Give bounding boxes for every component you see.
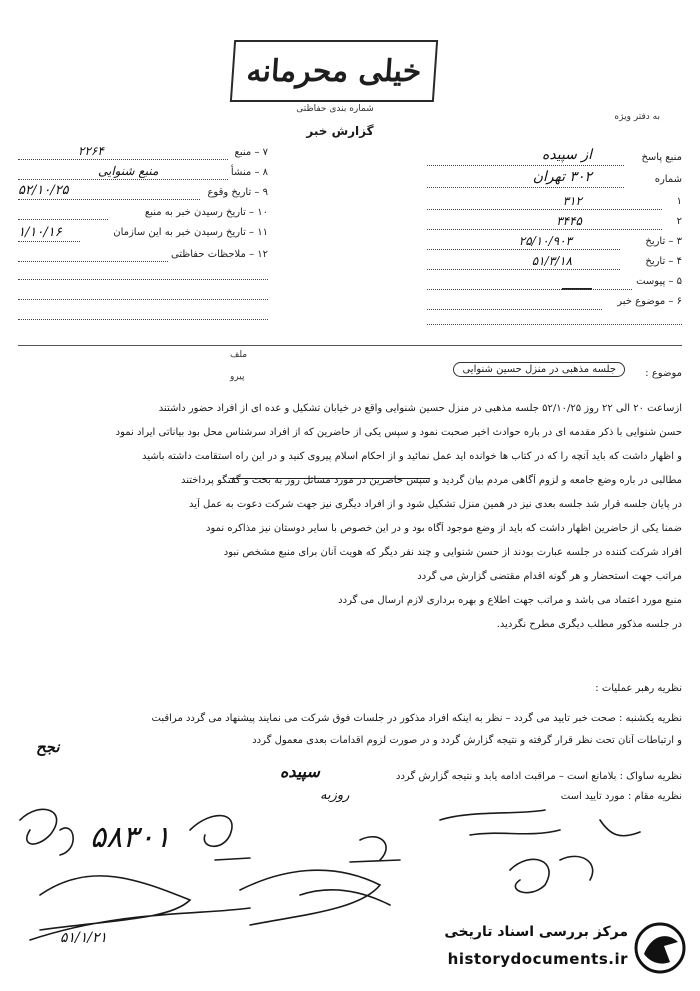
- left-field-row-blank: [18, 305, 268, 325]
- archive-watermark: [408, 918, 688, 980]
- body-line: ازساعت ۲۰ الی ۲۲ روز ۵۲/۱۰/۲۵ جلسه مذهبی در منزل حسین شنوایی واقع در خیابان تشکیل و عده ای از افراد حضور داشتند: [158, 403, 682, 414]
- handwritten-sepideh: سپیده: [280, 762, 320, 781]
- body-line: ضمنا یکی از حاضرین اظهار داشت که باید از وضع موجود آگاه بود و در این خصوص با سایر دوستان نیز مذاکره نمود: [205, 523, 682, 534]
- body-line: در جلسه مذکور مطلب دیگری مطرح نگردید.: [496, 619, 682, 630]
- right-field-row: ۲ ۳۴۴۵: [427, 214, 682, 234]
- right-field-row: ۵ – پیوست: [427, 274, 682, 294]
- corner-note: به دفتر ویژه: [614, 112, 660, 122]
- body-line: در پایان جلسه قرار شد جلسه بعدی نیز در همین منزل تشکیل شود و از افراد دیگری نیز جهت شرکت دعوت به عمل آید: [189, 499, 682, 510]
- left-field-row: ۱۲ – ملاحظات حفاظتی: [18, 245, 268, 265]
- archive-logo-icon: [634, 922, 686, 974]
- right-field-row: ۶ – موضوع خبر: [427, 294, 682, 314]
- watermark-title: مرکز بررسی اسناد تاریخی: [444, 924, 628, 940]
- subject-label: موضوع :: [645, 368, 682, 379]
- signature-bottom-right: [510, 856, 593, 892]
- subject-value: جلسه مذهبی در منزل حسین شنوایی: [453, 362, 625, 377]
- paraph-center: [350, 837, 400, 862]
- handwritten-rozbeh: روزبه: [320, 788, 350, 803]
- note-line: نظریه ساواک : بلامانع است – مراقبت ادامه یابد و نتیجه گزارش گردد: [396, 771, 682, 782]
- signature-bottom-center: [240, 870, 390, 925]
- note-line: نظریه رهبر عملیات :: [595, 683, 682, 694]
- signature-center-top: [440, 810, 640, 836]
- right-fields: [427, 147, 682, 330]
- aside-line-1: ملف: [230, 350, 248, 360]
- handwritten-underline: [230, 478, 430, 479]
- right-field-row: شماره ۳۰۲ تهران: [427, 172, 682, 194]
- body-line: منبع مورد اعتماد می باشد و مراتب جهت اطلاع و بهره برداری لازم ارسال می گردد: [338, 595, 682, 606]
- handwritten-nj: نجح: [36, 738, 60, 756]
- body-line: افراد شرکت کننده در جلسه عبارت بودند از حسن شنوایی و چند نفر دیگر که هویت آنان برای منبع مشخص نبود: [223, 547, 682, 558]
- left-field-row: ۸ – منشأ منبع شنوایی: [18, 161, 268, 183]
- report-title: گزارش خبر: [306, 124, 374, 138]
- file-number: ۵۸۳۰۱: [90, 820, 171, 855]
- signature-left: [20, 809, 73, 855]
- body-line: حسن شنوایی با ذکر مقدمه ای در باره حوادث اخیر صحبت نمود و سپس یکی از حاضرین که از افراد سرشناس محل بود بیاناتی ایراد نمود: [115, 427, 682, 438]
- left-field-row: ۹ – تاریخ وقوع ۵۲/۱۰/۲۵: [18, 183, 268, 198]
- right-field-row-blank: [427, 314, 682, 330]
- body-line: مراتب جهت استحضار و هر گونه اقدام مقتضی گزارش می گردد: [417, 571, 682, 582]
- section-divider: [18, 345, 682, 346]
- left-field-row: ۱۰ – تاریخ رسیدن خبر به منبع: [18, 203, 268, 223]
- classification-stamp: خیلی محرمانه: [230, 40, 438, 102]
- right-field-row: ۱ ۳۱۲: [427, 194, 682, 214]
- right-field-row: ۴ – تاریخ ۵۱/۳/۱۸: [427, 254, 682, 274]
- right-field-row: ۳ – تاریخ ۲۵/۱۰/۹۰۳: [427, 234, 682, 254]
- body-line: و اظهار داشت که باید آنچه را که در کتاب ها خوانده اید عمل نمائید و از احکام اسلام پیروی کنید و در این راه استقامت داشته باشید: [142, 451, 682, 462]
- stamp-subtitle: شماره بندی حفاظتی: [296, 104, 374, 114]
- right-field-row: منبع پاسخ از سپیده: [427, 150, 682, 172]
- signature-paraph-top-left: [190, 816, 250, 860]
- note-line: و ارتباطات آنان تحت نظر قرار گرفته و نتیجه گزارش گردد و در صورت لزوم اقدامات بعدی معمول گردد: [252, 735, 682, 746]
- left-field-row: ۷ – منبع ۲۲۶۴: [18, 145, 268, 161]
- body-line: مطالبی در باره وضع جامعه و لزوم آگاهی مردم بیان گردید و سپس حاضرین در مورد مسائل روز به بحث و گفتگو پرداختند: [180, 475, 682, 486]
- bottom-date: ۵۱/۱/۲۱: [60, 930, 108, 946]
- left-fields: [18, 145, 268, 325]
- left-field-row: ۱۱ – تاریخ رسیدن خبر به این سازمان ۱/۱۰/۱۶: [18, 225, 268, 240]
- left-field-row-blank: [18, 265, 268, 285]
- left-field-row-blank: [18, 285, 268, 305]
- note-line: نظریه یکشنبه : صحت خبر تایید می گردد – نظر به اینکه افراد مذکور در جلسات فوق شرکت می نمایند پیشنهاد می گردد مراقبت: [151, 713, 682, 724]
- watermark-url: historydocuments.ir: [447, 950, 628, 968]
- note-line: نظریه مقام : مورد تایید است: [560, 791, 682, 802]
- aside-line-2: پیرو: [230, 372, 245, 382]
